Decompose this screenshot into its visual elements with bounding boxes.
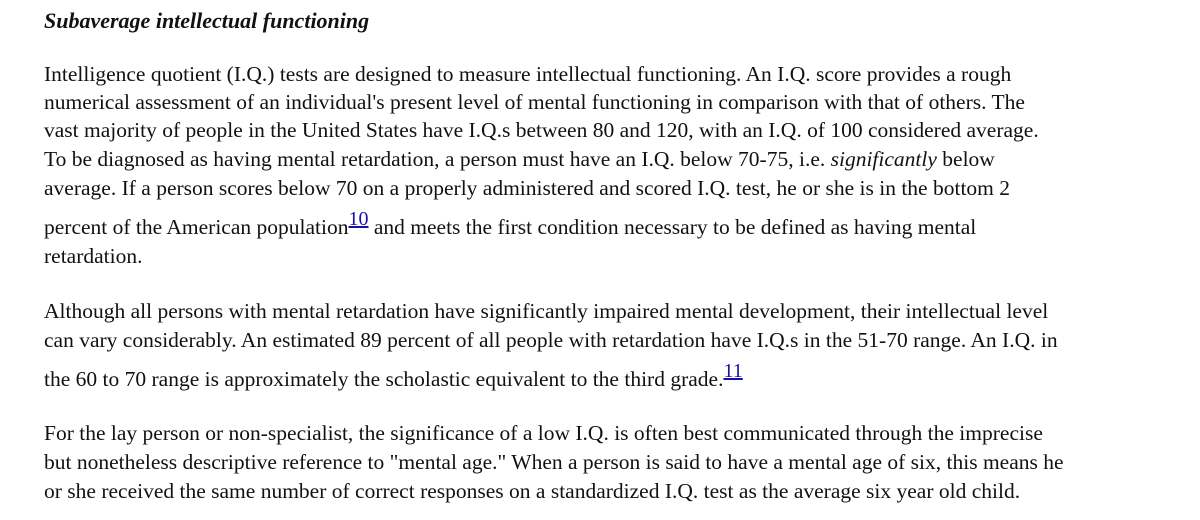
footnote-link-11[interactable]: 11 — [723, 360, 743, 382]
paragraph-1-line-7: retardation. — [44, 244, 143, 268]
paragraph-1-line-1: Intelligence quotient (I.Q.) tests are designed to measure intellectual functioning. An I.Q. score provides a rough — [44, 62, 1012, 86]
paragraph-3-line-2: but nonetheless descriptive reference to "mental age." When a person is said to have a mental age of six, this means he — [44, 450, 1064, 474]
paragraph-1-line-3: vast majority of people in the United States have I.Q.s between 80 and 120, with an I.Q. of 100 considered average. — [44, 118, 1039, 142]
paragraph-3-line-1: For the lay person or non-specialist, the significance of a low I.Q. is often best communicated through the imprecise — [44, 421, 1043, 445]
section-heading: Subaverage intellectual functioning — [44, 8, 370, 33]
line-text: the 60 to 70 range is approximately the scholastic equivalent to the third grade. — [44, 367, 724, 391]
paragraph-2-line-1: Although all persons with mental retardation have significantly impaired mental development, their intellectual level — [44, 299, 1049, 323]
line-text: percent of the American population — [44, 215, 349, 239]
paragraph-3-line-3: or she received the same number of correct responses on a standardized I.Q. test as the average six year old child. — [44, 479, 1021, 503]
paragraph-1-line-6 — [44, 208, 977, 242]
paragraph-1-line-2: numerical assessment of an individual's present level of mental functioning in comparison with that of others. The — [44, 90, 1025, 114]
paragraph-2-line-3 — [44, 360, 743, 394]
paragraph-1-line-4 — [44, 145, 995, 173]
line-text: To be diagnosed as having mental retardation, a person must have an I.Q. below 70-75, i.e. — [44, 147, 831, 171]
emphasis-text: significantly — [830, 147, 937, 171]
paragraph-1-line-5: average. If a person scores below 70 on a properly administered and scored I.Q. test, he or she is in the bottom 2 — [44, 176, 1011, 200]
footnote-link-10[interactable]: 10 — [348, 208, 369, 230]
line-text: and meets the first condition necessary to be defined as having mental — [368, 215, 977, 239]
paragraph-2-line-2: can vary considerably. An estimated 89 percent of all people with retardation have I.Q.s in the 51-70 range. An I.Q. in — [44, 328, 1058, 352]
line-text: below — [936, 147, 995, 171]
